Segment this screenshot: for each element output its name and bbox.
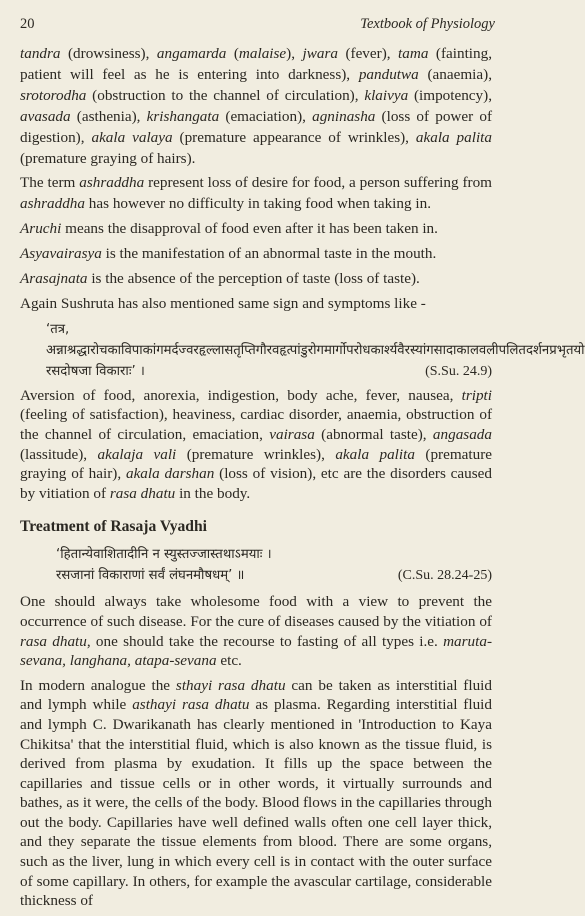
running-head (20, 14, 495, 34)
paragraph-wholesome-food: One should always take wholesome food with a view to prevent the occurrence of such disease. For the cure of diseases caused by the vitiation of rasa dhatu, one should take the recourse to fasting of all types i.e. maruta-sevana, langhana, atapa-sevana etc. (20, 593, 493, 670)
sanskrit-verse-line-2: रसजानां विकाराणां सर्वं लंघनमौषधम्’ ॥ (C.Su. 28.24-25) (20, 565, 492, 586)
verse-reference: (S.Su. 24.9) (425, 363, 492, 379)
section-heading: Treatment of Rasaja Vyadhi (20, 518, 207, 536)
paragraph-aruchi: Aruchi means the disapproval of food even after it has been taken in. (20, 220, 438, 238)
body-text (20, 44, 585, 916)
paragraph-arasajnata: Arasajnata is the absence of the perception of taste (loss of taste). (20, 270, 420, 288)
paragraph-modern-analogue: In modern analogue the sthayi rasa dhatu can be taken as interstitial fluid and lymph while asthayi rasa dhatu as plasma. Regarding interstitial fluid and lymph C. Dwarikanath has clearly mentioned in 'Introduction to Kaya Chikitsa' that the interstitial fluid, which is also known as the tissue fluid, is derived from plasma by exudation. It fills up the space between the capillaries and tissue cells or in other words, it virtually surrounds and bathes, as it were, the cells of the body. Blood flows in the capillaries through out the body. Capillaries have well defined walls often one cell layer thick, and they separate the tissue elements from blood. There are some organs, such as the liver, lung in which every cell is in contact with the outer surface of some capillary. In others, for example the avascular cartilage, considerable thickness of (20, 676, 492, 910)
sanskrit-verse-sushruta: ‘तत्र, अन्नाश्रद्धारोचकाविपाकांगमर्दज्वरहृल्लासतृप्तिगौरवहृत्पांडुरोगमार्गोपरोधकार्श्यवैरस्यांगसादाकालवलीपलितदर्शनप्रभृतयो रसदोषजा विकाराः’ । (S.Su. 24.9) (20, 319, 492, 382)
paragraph-aversion: Aversion of food, anorexia, indigestion, body ache, fever, nausea, tripti (feeling of satisfaction), heaviness, cardiac disorder, anaemia, obstruction of the channel of circulation, emaciation, vairasa (abnormal taste), angasada (lassitude), akalaja vali (premature wrinkles), akala palita (premature graying of hair), akala darshan (loss of vision), etc are the disorders caused by vitiation of rasa dhatu in the body. (20, 386, 493, 502)
page-number: 20 (20, 16, 35, 32)
sanskrit-verse-line-1: ‘हितान्येवाशितादीनि न स्युस्तज्जास्तथाऽमयाः । (56, 547, 272, 563)
paragraph-asyavairasya: Asyavairasya is the manifestation of an abnormal taste in the mouth. (20, 245, 437, 263)
book-title: Textbook of Physiology (360, 16, 495, 32)
paragraph-symptoms-list: tandra (drowsiness), angamarda (malaise), jwara (fever), tama (fainting, patient will feel as he is entering into darkness), pandutwa (anaemia), srotorodha (obstruction to the channel of circulation), klaivya (impotency), avasada (asthenia), krishangata (emaciation), agninasha (loss of power of digestion), akala valaya (premature appearance of wrinkles), akala palita (premature graying of hairs). (20, 45, 493, 167)
paragraph-sushruta-intro: Again Sushruta has also mentioned same sign and symptoms like - (20, 294, 426, 312)
verse-reference: (C.Su. 28.24-25) (397, 568, 492, 584)
paragraph-ashraddha: The term ashraddha represent loss of desire for food, a person suffering from ashraddha has however no difficulty in taking food when taking in. (20, 174, 492, 213)
